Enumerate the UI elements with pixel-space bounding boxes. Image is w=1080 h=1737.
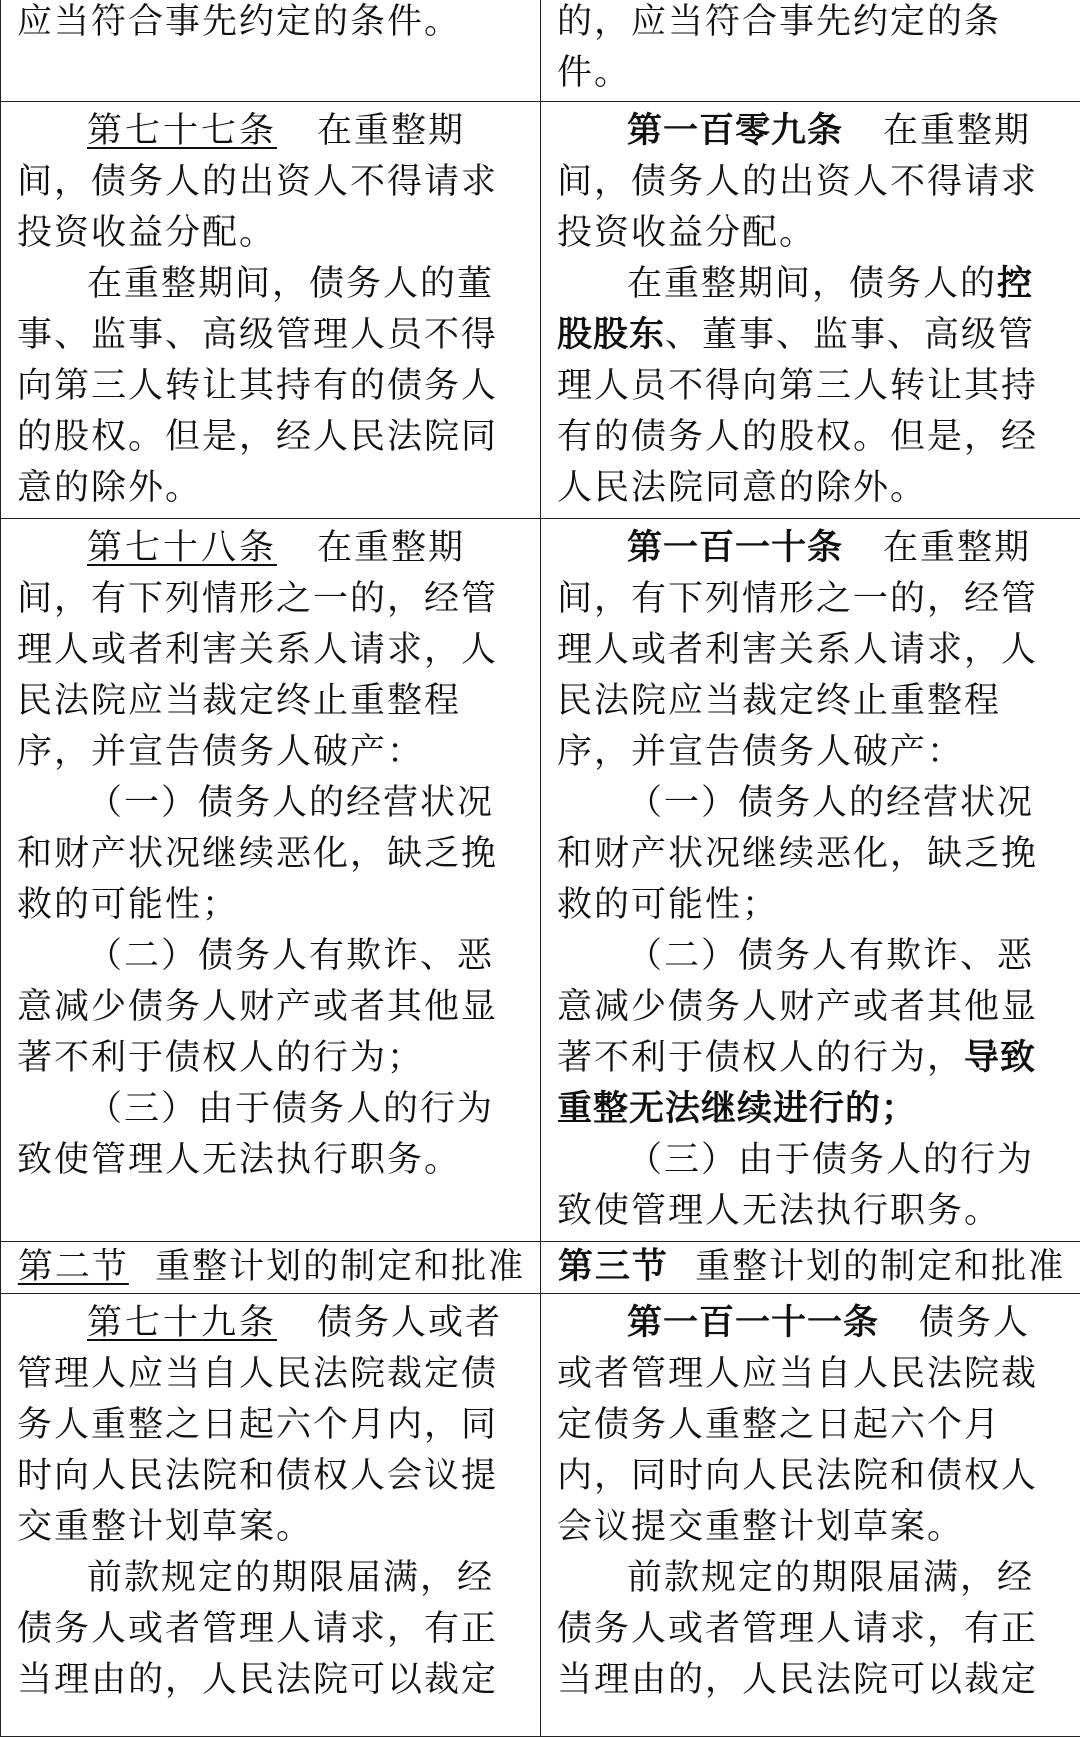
table-row bbox=[1, 519, 1080, 1242]
paragraph-text: 在重整期间，债务人的董事、监事、高级管理人员不得向第三人转让其持有的债务人的股权。但是，经人民法院同意的除外。 bbox=[17, 259, 526, 514]
paragraph-text: 债务人或者管理人应当自人民法院裁定债务人重整之日起六个月内，同时向人民法院和债权人会议提交重整计划草案。 bbox=[17, 1303, 502, 1547]
paragraph-text: 在重整期间，债务人的出资人不得请求投资收益分配。 bbox=[557, 111, 1038, 253]
article-paragraph bbox=[557, 106, 1066, 259]
list-item bbox=[557, 931, 1066, 1135]
section-label: 第二节 bbox=[18, 1247, 129, 1287]
list-item: （一）债务人的经营状况和财产状况继续恶化，缺乏挽救的可能性； bbox=[17, 778, 526, 931]
article-number: 第七十九条 bbox=[87, 1303, 277, 1343]
paragraph-text: 、董事、监事、高级管理人员不得向第三人转让其持有的债务人的股权。但是，经人民法院同意的除外。 bbox=[557, 315, 1038, 508]
section-title: 重整计划的制定和批准 bbox=[155, 1247, 525, 1287]
section-label: 第三节 bbox=[558, 1247, 669, 1287]
old-law-cell bbox=[1, 1294, 541, 1737]
article-number: 第七十八条 bbox=[87, 528, 277, 568]
continued-text: 应当符合事先约定的条件。 bbox=[17, 0, 526, 48]
article-paragraph bbox=[17, 523, 526, 778]
paragraph-text: 在重整期间，债务人的出资人不得请求投资收益分配。 bbox=[17, 111, 498, 253]
paragraph-text: 债务人或者管理人应当自人民法院裁定债务人重整之日起六个月内，同时向人民法院和债权人会议提交重整计划草案。 bbox=[557, 1303, 1038, 1547]
continued-text: 的，应当符合事先约定的条件。 bbox=[557, 0, 1066, 99]
section-title: 重整计划的制定和批准 bbox=[695, 1247, 1065, 1287]
new-section-heading bbox=[541, 1242, 1080, 1294]
list-item: （三）由于债务人的行为致使管理人无法执行职务。 bbox=[17, 1084, 526, 1186]
new-law-cell bbox=[541, 0, 1080, 102]
new-law-cell bbox=[541, 1294, 1080, 1737]
article-paragraph bbox=[17, 1298, 526, 1553]
table-row bbox=[1, 1242, 1080, 1294]
paragraph-text: 前款规定的期限届满，经债务人或者管理人请求，有正当理由的，人民法院可以裁定 bbox=[557, 1553, 1066, 1706]
paragraph-text: 在重整期间，有下列情形之一的，经管理人或者利害关系人请求，人民法院应当裁定终止重整程序，并宣告债务人破产： bbox=[17, 528, 498, 772]
old-law-cell bbox=[1, 0, 541, 102]
inserted-text: 控股股东 bbox=[557, 264, 1033, 355]
old-section-heading bbox=[1, 1242, 541, 1294]
paragraph-text: 在重整期间，债务人的 bbox=[627, 264, 997, 304]
paragraph-text: 前款规定的期限届满，经债务人或者管理人请求，有正当理由的，人民法院可以裁定 bbox=[17, 1553, 526, 1706]
new-law-cell bbox=[541, 519, 1080, 1242]
article-number: 第一百零九条 bbox=[627, 111, 843, 151]
paragraph-text: 在重整期间，有下列情形之一的，经管理人或者利害关系人请求，人民法院应当裁定终止重整程序，并宣告债务人破产： bbox=[557, 528, 1038, 772]
article-number: 第一百一十条 bbox=[627, 528, 843, 568]
article-number: 第七十七条 bbox=[87, 111, 277, 151]
table-row bbox=[1, 102, 1080, 519]
old-law-cell bbox=[1, 519, 541, 1242]
article-paragraph bbox=[557, 523, 1066, 778]
article-number: 第一百一十一条 bbox=[627, 1303, 879, 1343]
article-paragraph bbox=[17, 106, 526, 259]
inserted-text: 导致重整无法继续进行的； bbox=[557, 1038, 1036, 1129]
old-law-cell bbox=[1, 102, 541, 519]
table-row bbox=[1, 0, 1080, 102]
paragraph-text: （二）债务人有欺诈、恶意减少债务人财产或者其他显著不利于债权人的行为， bbox=[557, 936, 1038, 1078]
list-item: （三）由于债务人的行为致使管理人无法执行职务。 bbox=[557, 1135, 1066, 1237]
list-item: （二）债务人有欺诈、恶意减少债务人财产或者其他显著不利于债权人的行为； bbox=[17, 931, 526, 1084]
article-paragraph bbox=[557, 1298, 1066, 1553]
article-paragraph bbox=[557, 259, 1066, 514]
table-row bbox=[1, 1294, 1080, 1737]
new-law-cell bbox=[541, 102, 1080, 519]
list-item: （一）债务人的经营状况和财产状况继续恶化，缺乏挽救的可能性； bbox=[557, 778, 1066, 931]
